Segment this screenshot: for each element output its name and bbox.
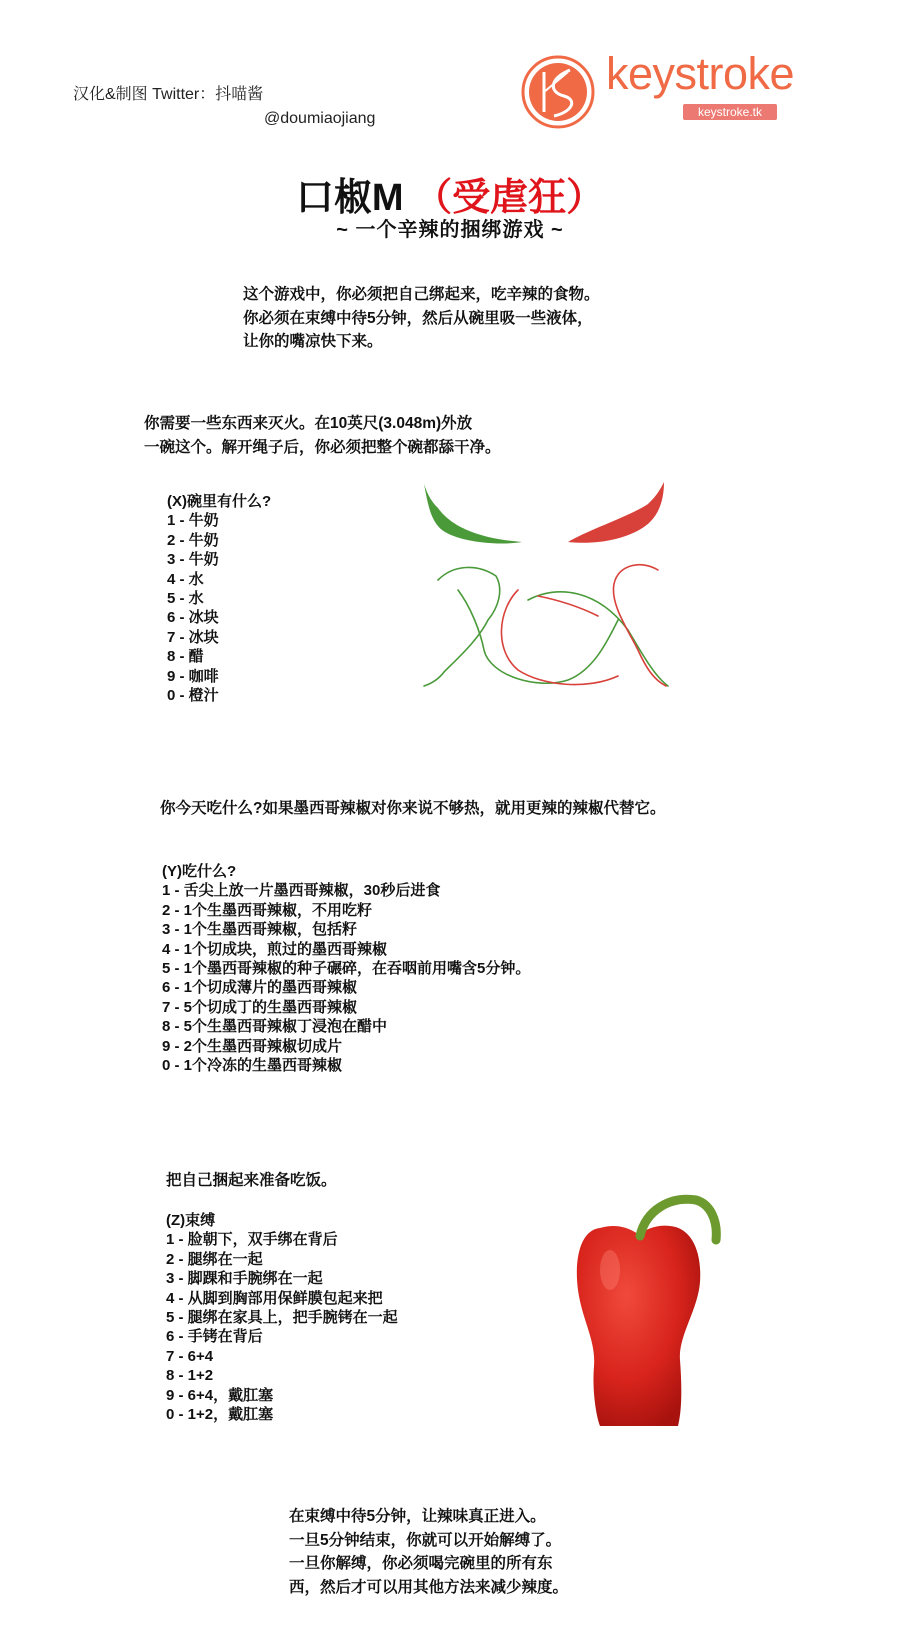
list-item: 3 - 牛奶 (167, 551, 219, 569)
list-item: 9 - 咖啡 (167, 667, 219, 685)
intro-line: 让你的嘴凉快下来。 (243, 333, 383, 350)
section-y-list (162, 862, 530, 1075)
list-item: 5 - 1个墨西哥辣椒的种子碾碎，在吞咽前用嘴含5分钟。 (162, 960, 531, 978)
list-item: 6 - 1个切成薄片的墨西哥辣椒 (162, 979, 358, 997)
list-item: 8 - 5个生墨西哥辣椒丁浸泡在醋中 (162, 1018, 388, 1036)
list-item: 9 - 6+4，戴肛塞 (166, 1386, 274, 1404)
list-item: 8 - 醋 (167, 648, 204, 666)
section-z-list (166, 1211, 398, 1424)
list-item: 7 - 冰块 (167, 628, 219, 646)
section-x-intro (144, 412, 501, 459)
outro-line: 西，然后才可以用其他方法来减少辣度。 (289, 1578, 569, 1596)
list-item: 9 - 2个生墨西哥辣椒切成片 (162, 1037, 343, 1055)
section-x-intro-line: 一碗这个。解开绳子后，你必须把整个碗都舔干净。 (144, 438, 501, 456)
list-item: 2 - 牛奶 (167, 531, 219, 549)
translator-handle: @doumiaojiang (264, 110, 376, 127)
list-item: 1 - 脸朝下，双手绑在背后 (166, 1231, 338, 1249)
section-y-intro: 你今天吃什么?如果墨西哥辣椒对你来说不够热，就用更辣的辣椒代替它。 (160, 800, 666, 817)
list-item: 4 - 水 (167, 570, 204, 588)
keystroke-logo (520, 48, 820, 126)
outro-line: 一旦5分钟结束，你就可以开始解缚了。 (289, 1531, 562, 1549)
outro-line: 一旦你解缚，你必须喝完碗里的所有东 (289, 1555, 553, 1572)
list-item: 2 - 腿绑在一起 (166, 1250, 263, 1268)
list-item: 2 - 1个生墨西哥辣椒，不用吃籽 (162, 901, 373, 919)
section-x-intro-line: 你需要一些东西来灭火。在10英尺(3.048m)外放 (144, 415, 473, 432)
intro-line: 这个游戏中，你必须把自己绑起来，吃辛辣的食物。 (243, 286, 600, 303)
outro-paragraph (289, 1505, 568, 1599)
list-item: 4 - 从脚到胸部用保鲜膜包起来把 (166, 1289, 383, 1307)
line-figures (424, 565, 668, 686)
list-item: 3 - 脚踝和手腕绑在一起 (166, 1270, 323, 1288)
section-y-heading: (Y)吃什么? (162, 863, 237, 880)
list-item: 5 - 水 (167, 590, 204, 608)
list-item: 6 - 手铐在背后 (166, 1328, 263, 1346)
list-item: 6 - 冰块 (167, 609, 219, 627)
red-chili-icon (568, 482, 664, 543)
section-z-intro: 把自己捆起来准备吃饭。 (166, 1172, 337, 1189)
list-item: 5 - 腿绑在家具上，把手腕铐在一起 (166, 1309, 398, 1327)
logo-wordmark: keystroke (606, 48, 795, 99)
list-item: 3 - 1个生墨西哥辣椒，包括籽 (162, 921, 358, 939)
list-item: 1 - 牛奶 (167, 512, 219, 530)
intro-paragraph (243, 283, 600, 354)
section-x-list (167, 492, 271, 705)
logo-url-badge: keystroke.tk (683, 104, 777, 120)
section-x-heading: (X)碗里有什么? (167, 493, 272, 510)
keystroke-logo-icon (520, 54, 596, 130)
chili-illustration (418, 480, 678, 705)
list-item: 0 - 1+2，戴肛塞 (166, 1406, 274, 1424)
outro-line: 在束缚中待5分钟，让辣味真正进入。 (289, 1508, 546, 1525)
list-item: 7 - 5个切成丁的生墨西哥辣椒 (162, 998, 358, 1016)
list-item: 1 - 舌尖上放一片墨西哥辣椒，30秒后进食 (162, 882, 441, 900)
translator-credit: 汉化&制图 Twitter：抖喵酱 (73, 86, 264, 103)
page-subtitle: ~ 一个辛辣的捆绑游戏 ~ (336, 219, 564, 241)
list-item: 0 - 1个冷冻的生墨西哥辣椒 (162, 1057, 343, 1075)
list-item: 7 - 6+4 (166, 1347, 214, 1365)
section-z-heading: (Z)束缚 (166, 1212, 216, 1229)
list-item: 4 - 1个切成块，煎过的墨西哥辣椒 (162, 940, 388, 958)
intro-line: 你必须在束缚中待5分钟，然后从碗里吸一些液体， (243, 309, 593, 327)
list-item: 0 - 橙汁 (167, 687, 219, 705)
green-chili-icon (424, 484, 522, 544)
title-highlight: （受虐狂） (414, 177, 605, 219)
red-pepper-image (570, 1190, 730, 1426)
list-item: 8 - 1+2 (166, 1367, 214, 1385)
title-main: 口椒M (295, 177, 404, 219)
